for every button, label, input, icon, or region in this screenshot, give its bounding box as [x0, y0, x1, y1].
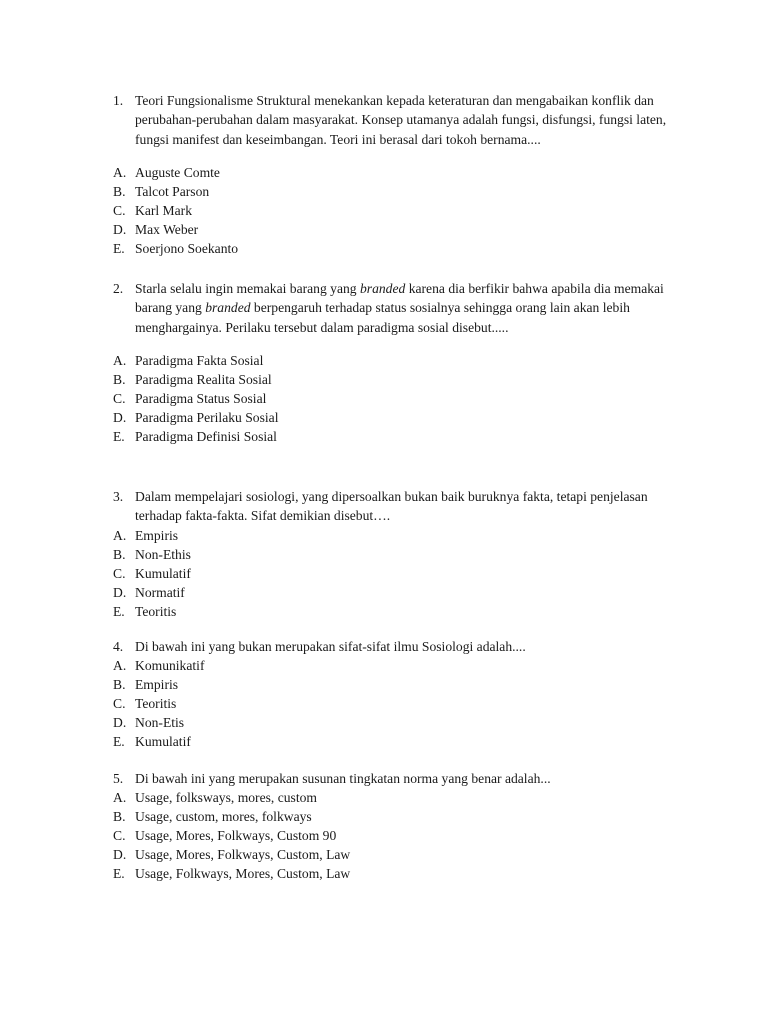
- option-text: Usage, Mores, Folkways, Custom 90: [135, 828, 337, 844]
- option-letter: A.: [113, 164, 127, 180]
- option-letter: B.: [113, 183, 126, 199]
- stem-text: berpengaruh terhadap status sosialnya sehingga orang lain akan lebih menghargainya. Perilaku tersebut dalam paradigma sosial disebut.....: [135, 300, 630, 335]
- option-letter: C.: [113, 828, 126, 844]
- question-1: [113, 91, 693, 258]
- option-c: [113, 201, 693, 220]
- option-b: [113, 675, 693, 694]
- option-text: Talcot Parson: [135, 183, 210, 199]
- option-letter: A.: [113, 352, 127, 368]
- option-a: [113, 656, 693, 675]
- option-letter: D.: [113, 715, 127, 731]
- option-text: Paradigma Realita Sosial: [135, 371, 272, 387]
- option-text: Normatif: [135, 584, 185, 600]
- option-text: Usage, Folkways, Mores, Custom, Law: [135, 866, 351, 882]
- option-letter: D.: [113, 847, 127, 863]
- option-text: Usage, Mores, Folkways, Custom, Law: [135, 847, 351, 863]
- option-text: Paradigma Fakta Sosial: [135, 352, 264, 368]
- option-text: Komunikatif: [135, 658, 205, 674]
- question-number: 3.: [113, 489, 124, 504]
- stem-italic-term: branded: [359, 281, 406, 296]
- option-letter: A.: [113, 658, 127, 674]
- option-d: [113, 713, 693, 732]
- option-letter: E.: [113, 734, 125, 750]
- option-d: [113, 408, 693, 427]
- option-c: [113, 564, 693, 583]
- option-letter: C.: [113, 202, 126, 218]
- options-list: [113, 351, 693, 446]
- option-letter: B.: [113, 809, 126, 825]
- option-d: [113, 583, 693, 602]
- question-number: 4.: [113, 639, 124, 654]
- option-text: Soerjono Soekanto: [135, 240, 239, 256]
- option-letter: E.: [113, 240, 125, 256]
- option-text: Usage, custom, mores, folkways: [135, 809, 312, 825]
- question-stem: [135, 279, 693, 337]
- question-stem-row: [113, 487, 693, 526]
- options-list: [113, 526, 693, 621]
- question-4: [113, 637, 693, 751]
- option-letter: E.: [113, 866, 125, 882]
- options-list: [113, 656, 693, 751]
- option-a: [113, 351, 693, 370]
- question-stem: Di bawah ini yang bukan merupakan sifat-sifat ilmu Sosiologi adalah....: [135, 639, 526, 654]
- option-e: [113, 239, 693, 258]
- option-a: [113, 526, 693, 545]
- stem-text: Starla selalu ingin memakai barang yang: [135, 281, 360, 296]
- option-text: Non-Etis: [135, 715, 185, 731]
- option-a: [113, 788, 693, 807]
- option-d: [113, 845, 693, 864]
- question-number: 1.: [113, 93, 124, 108]
- question-2: [113, 279, 693, 446]
- option-text: Max Weber: [135, 221, 199, 237]
- option-text: Auguste Comte: [135, 164, 220, 180]
- option-b: [113, 545, 693, 564]
- question-stem-row: [113, 769, 693, 788]
- option-text: Empiris: [135, 677, 179, 693]
- option-text: Kumulatif: [135, 565, 191, 581]
- option-text: Kumulatif: [135, 734, 191, 750]
- option-e: [113, 602, 693, 621]
- question-stem: Teori Fungsionalisme Struktural menekankan kepada keteraturan dan mengabaikan konflik dan perubahan-perubahan dalam masyarakat. Konsep utamanya adalah fungsi, disfungsi, fungsi laten, fungsi manifest dan keseimbangan. Teori ini berasal dari tokoh bernama....: [135, 93, 667, 147]
- question-5: [113, 769, 693, 883]
- options-list: [113, 163, 693, 258]
- option-text: Usage, folksways, mores, custom: [135, 790, 317, 806]
- option-text: Paradigma Definisi Sosial: [135, 428, 277, 444]
- option-b: [113, 182, 693, 201]
- option-letter: A.: [113, 527, 127, 543]
- option-b: [113, 370, 693, 389]
- option-letter: E.: [113, 603, 125, 619]
- question-stem-row: [113, 91, 693, 149]
- option-a: [113, 163, 693, 182]
- stem-text: karena dia berfikir bahwa apabila dia memakai barang yang: [135, 281, 664, 316]
- option-d: [113, 220, 693, 239]
- option-text: Karl Mark: [135, 202, 192, 218]
- options-list: [113, 788, 693, 883]
- option-letter: C.: [113, 390, 126, 406]
- question-3: [113, 487, 693, 621]
- question-stem-row: [113, 279, 693, 337]
- option-c: [113, 389, 693, 408]
- option-letter: D.: [113, 409, 127, 425]
- option-e: [113, 864, 693, 883]
- option-text: Empiris: [135, 527, 179, 543]
- question-stem: Dalam mempelajari sosiologi, yang dipersoalkan bukan baik buruknya fakta, tetapi penjelasan terhadap fakta-fakta. Sifat demikian disebut….: [135, 489, 648, 524]
- option-text: Non-Ethis: [135, 546, 191, 562]
- option-e: [113, 732, 693, 751]
- question-stem: Di bawah ini yang merupakan susunan tingkatan norma yang benar adalah...: [135, 771, 551, 786]
- option-e: [113, 427, 693, 446]
- option-c: [113, 826, 693, 845]
- option-letter: B.: [113, 371, 126, 387]
- option-text: Paradigma Perilaku Sosial: [135, 409, 279, 425]
- option-text: Teoritis: [135, 696, 177, 712]
- question-number: 5.: [113, 771, 124, 786]
- option-letter: D.: [113, 584, 127, 600]
- option-letter: A.: [113, 790, 127, 806]
- option-letter: B.: [113, 677, 126, 693]
- option-letter: D.: [113, 221, 127, 237]
- option-text: Teoritis: [135, 603, 177, 619]
- option-text: Paradigma Status Sosial: [135, 390, 267, 406]
- option-b: [113, 807, 693, 826]
- question-number: 2.: [113, 281, 124, 296]
- option-letter: B.: [113, 546, 126, 562]
- option-letter: E.: [113, 428, 125, 444]
- question-stem-row: [113, 637, 693, 656]
- stem-italic-term: branded: [205, 300, 251, 316]
- option-letter: C.: [113, 565, 126, 581]
- option-c: [113, 694, 693, 713]
- option-letter: C.: [113, 696, 126, 712]
